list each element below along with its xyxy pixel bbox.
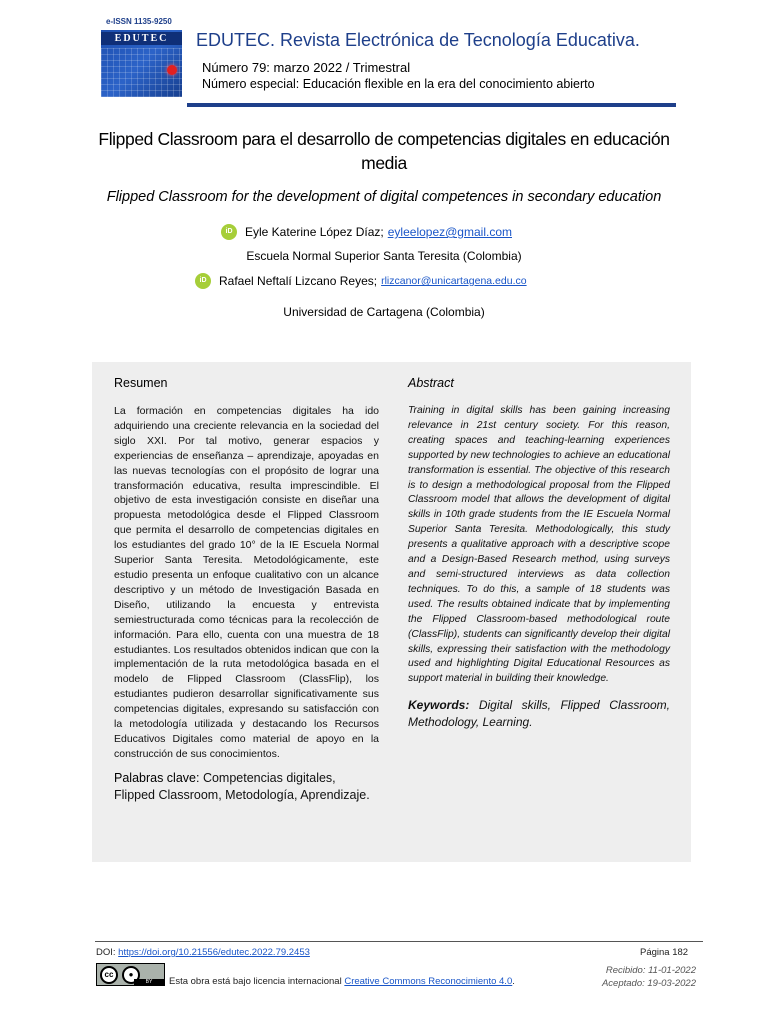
author-1-email[interactable]: eyleelopez@gmail.com [387,225,512,239]
author-1-name: Eyle Katerine López Díaz; [245,225,384,239]
header-rule [187,103,676,107]
issn-label: e-ISSN 1135-9250 [106,17,172,26]
attribution-person-icon: ● [122,966,140,984]
accepted-date: Aceptado: 19-03-2022 [601,978,696,989]
footer-rule [95,941,703,942]
resumen-heading: Resumen [114,376,168,390]
author-2-name: Rafael Neftalí Lizcano Reyes; [219,274,378,288]
author-2 [195,273,527,289]
license-line [169,976,515,987]
license-end: . [512,976,515,987]
keywords-label: Keywords: [408,698,470,713]
article-title-es: Flipped Classroom para el desarrollo de competencias digitales en educación media [98,129,670,173]
palabras-clave-values: Competencias digitales, Flipped Classroom, Metodología, Aprendizaje. [114,770,370,802]
author-1 [221,224,512,240]
logo-red-dot-icon [167,65,177,75]
license-link[interactable]: Creative Commons Reconocimiento 4.0 [344,976,513,987]
orcid-icon[interactable]: iD [195,273,211,289]
cc-by-badge[interactable] [96,963,165,986]
article-title-en: Flipped Classroom for the development of digital competences in secondary education [106,189,662,205]
palabras-clave-label: Palabras clave: [114,770,200,785]
page-number: Página 182 [640,947,689,958]
palabras-clave [114,770,379,804]
cc-icon: cc [100,966,118,984]
author-1-affiliation: Escuela Normal Superior Santa Teresita (Colombia) [246,249,522,263]
edutec-logo [101,30,182,97]
doi-line [96,947,310,958]
abstract-column [408,376,670,731]
journal-title: EDUTEC. Revista Electrónica de Tecnología Educativa. [196,30,640,50]
abstract-heading: Abstract [408,376,454,390]
author-2-affiliation: Universidad de Cartagena (Colombia) [283,305,485,319]
abstract-body: Training in digital skills has been gaining increasing relevance in 21st century society. For this reason, creating spaces and teaching-learning experiences supported by new technologies to achieve an educational transformation is essential. The objective of this research is to design a methodological proposal from the Flipped Classroom model that allows the development of digital skills in 10th grade students from the IE Escuela Normal Superior Santa Teresita. Methodologically, this study presents a qualitative approach with a descriptive scope and a Design-Based Research method, using surveys and semi-structured interviews as data collection techniques. To do this, a sample of 18 students was used. The results obtained indicate that by implementing the Flipped Classroom-based methodological route (ClassFlip), students can significantly develop their digital skills, expressing their satisfaction with the methodology used and highlighting Digital Educational Resources as support material in building their knowledge. [408,405,670,685]
resumen-column [114,376,379,804]
doi-label: DOI: [96,947,119,958]
keywords [408,697,670,731]
issue-line: Número 79: marzo 2022 / Trimestral [202,60,411,75]
received-date: Recibido: 11-01-2022 [605,965,696,976]
license-text: Esta obra está bajo licencia internacional [169,976,345,987]
by-label: BY [134,979,164,985]
resumen-body: La formación en competencias digitales ha ido adquiriendo una creciente relevancia en la sociedad del siglo XXI. Por tal motivo, generar espacios y experiencias de enseñanza – aprendizaje, apoyadas en las nuevas tecnologías con el propósito de lograr una transformación educativa, resulta imprescindible. El objetivo de esta investigación consiste en diseñar una propuesta metodológica desde el Flipped Classroom que permita el desarrollo de competencias digitales en los estudiantes del grado 10° de la IE Escuela Normal Superior Santa Teresita. Metodológicamente, este estudio presenta un enfoque cualitativo con un alcance descriptivo y un método de Investigación Basada en Diseño, utilizando la encuesta y entrevista semiestructurada como técnicas para la recolección de información. Para ello, cuenta con una muestra de 18 estudiantes. Los resultados obtenidos indican que con la implementación de la ruta metodológica basada en el modelo de Flipped Classroom (ClassFlip), los estudiantes pudieron desarrollar significativamente sus competencias digitales, expresando su satisfacción con la metodología utilizada y destacando los Recursos Educativos Digitales como material de apoyo en la construcción de sus conocimientos. [114,405,379,760]
keywords-values: Digital skills, Flipped Classroom, Methodology, Learning. [408,698,670,730]
special-issue-line: Número especial: Educación flexible en la era del conocimiento abierto [202,77,595,91]
logo-text: EDUTEC [101,32,182,45]
orcid-icon[interactable]: iD [221,224,237,240]
doi-link[interactable]: https://doi.org/10.21556/edutec.2022.79.2453 [118,947,310,958]
author-2-email[interactable]: rlizcanor@unicartagena.edu.co [381,275,527,287]
